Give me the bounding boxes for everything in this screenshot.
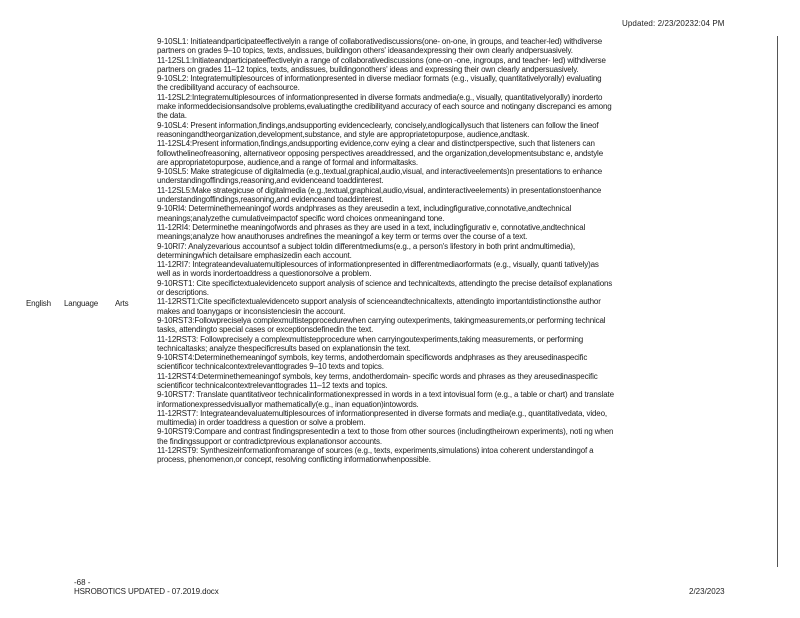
- standard-line: determiningwhich detailsare emphasizedin each account.: [157, 250, 352, 260]
- standard-line: partners on grades 9–10 topics, texts, andissues, buildingon others' ideasandexpressing their own clearly andpersuasively.: [157, 46, 573, 56]
- standard-line: informationexpressedvisuallyor mathematically(e.g., inan equation)intowords.: [157, 399, 419, 409]
- standard-line: 9-10RST7: Translate quantitativeor technicalinformationexpressed in words in a text intovisual form (e.g., a table or chart) and translate: [157, 390, 614, 400]
- standard-line: 11-12RST9: Synthesizeinformationfromarange of sources (e.g., texts, experiments,simulations) intoa coherent understandingof a: [157, 446, 594, 456]
- standard-line: 9-10RST1: Cite specifictextualevidenceto support analysis of science and technicaltexts, attendingto the precise detailsof explanations: [157, 278, 613, 288]
- standard-line: 9-10RI4: Determinethemeaningof words andphrases as they areusedin a text, includingfigurative,connotative,andtechnical: [157, 204, 572, 214]
- standard-line: 11-12SL1:Initiateandparticipateeffectivelyin a range of collaborativediscussions (one-on -one, ingroups, and teacher- led) withdiverse: [157, 55, 606, 65]
- standard-line: the credibilityand accuracy of eachsource.: [157, 83, 300, 93]
- standard-line: 9-10RST3:Followpreciselya complexmultistepprocedurewhen carrying outexperiments, takingmeasurements,or performing technical: [157, 315, 606, 325]
- standard-line: 11-12SL5:Make strategicuse of digitalmedia (e.g.,textual,graphical,audio,visual, andinteractiveelements) in presentationstoenhance: [157, 185, 602, 195]
- standard-line: multimedia) in order toaddress a question or solve a problem.: [157, 418, 366, 428]
- standard-line: 11-12SL2:Integratemultiplesources of informationpresented in diverse formats andmedia(e.g., visually, quantitativelyorally) inorderto: [157, 92, 603, 102]
- standard-line: the findingssupport or contradictprevious explanationsor accounts.: [157, 436, 382, 446]
- standard-line: understandingoffindings,reasoning,and evidenceand toaddinterest.: [157, 176, 384, 186]
- standard-line: 11-12RST3: Followprecisely a complexmultistepprocedure when carryingoutexperiments,taking measurements, or performing: [157, 334, 584, 344]
- standard-line: process, phenomenon,or concept, resolving conflicting informationwhenpossible.: [157, 455, 431, 465]
- standards-text-block: [157, 37, 775, 465]
- standard-line: partners on grades 11–12 topics, texts, andissues, buildingonothers' ideas and expressing their own clearly andpersuasively.: [157, 64, 579, 74]
- standard-line: make informeddecisionsandsolve problems,evaluatingthe credibilityand accuracy of each source and notingany discrepanci es among: [157, 102, 612, 112]
- standard-line: reasoningandtheorganization,development,substance, and style are appropriatetopurpose, audience,andtask.: [157, 129, 530, 139]
- standard-line: meanings;analyzethe cumulativeimpactof specific word choices onmeaningand tone.: [157, 213, 445, 223]
- standard-line: technicaltasks; analyze thespecificresults based on explanationsin the text.: [157, 343, 411, 353]
- standard-line: understandingoffindings,reasoning,and evidenceand toaddinterest.: [157, 195, 384, 205]
- subject-word-english: English: [26, 299, 51, 308]
- standard-line: 9-10SL5: Make strategicuse of digitalmedia (e.g.,textual,graphical,audio,visual, and interactiveelements)n presentations to enhance: [157, 167, 603, 177]
- standard-line: 9-10RST4:Determinethemeaningof symbols, key terms, andotherdomain specificwords andphrases as they areusedinaspecific: [157, 353, 588, 363]
- subject-word-language: Language: [64, 299, 98, 308]
- standard-line: 9-10SL2: Integratemultiplesources of informationpresented in diverse mediaor formats (e.g., visually, quantitativelyorally) evaluating: [157, 74, 602, 84]
- footer-date: 2/23/2023: [689, 587, 725, 596]
- standard-line: are appropriatetopurpose, audience,and a range of formal and informaltasks.: [157, 157, 418, 167]
- standard-line: followthelineofreasoning, alternativeor opposing perspectives areaddressed, and the organization,developmentsubstanc e, andstyle: [157, 148, 603, 158]
- standard-line: 11-12RST4:Determinethemeaningof symbols, key terms, andotherdomain- specific words and phrases as they areusedinaspecific: [157, 371, 598, 381]
- standard-line: 11-12RST7: Integrateandevaluatemultiplesources of informationpresented in diverse formats and media(e.g., quantitativedata, video,: [157, 408, 607, 418]
- standard-line: 9-10RI7: Analyzevarious accountsof a subject toldin differentmediums(e.g., a person's lifestory in both print andmultimedia),: [157, 241, 575, 251]
- standard-line: 11-12RI4: Determinethe meaningofwords and phrases as they are used in a text, includingfigurativ e, connotative,andtechnical: [157, 222, 586, 232]
- page-number: -68 -: [74, 578, 91, 587]
- standard-line: or descriptions.: [157, 288, 209, 298]
- standard-line: makes and toanygaps or inconsistenciesin the account.: [157, 306, 346, 316]
- standard-line: 11-12SL4:Present information,findings,andsupporting evidence,conv eying a clear and distinctperspective, such that listeners can: [157, 139, 595, 149]
- standard-line: 9-10RST9:Compare and contrast findingspresentedin a text to those from other sources (includingtheirown experiments), noti ng when: [157, 427, 614, 437]
- footer-filename: HSROBOTICS UPDATED - 07.2019.docx: [74, 587, 219, 596]
- standard-line: 9-10SL4: Present information,findings,andsupporting evidenceclearly, concisely,andlogicallysuch that listeners can follow the lineof: [157, 120, 599, 130]
- standard-line: meanings;analyze how anauthoruses andrefines the meaningof a key term or terms over the course of a text.: [157, 232, 528, 242]
- subject-word-arts: Arts: [115, 299, 129, 308]
- standard-line: 11-12RST1:Cite specifictextualevidenceto support analysis of scienceandtechnicaltexts, attendingto importantdistinctionsthe author: [157, 297, 601, 307]
- standard-line: 11-12RI7: Integrateandevaluatemultiplesources of informationpresented in differentmediaorformats (e.g., visually, quanti tatively)as: [157, 260, 599, 270]
- standard-line: tasks, attendingto special cases or exceptionsdefinedin the text.: [157, 325, 374, 335]
- standard-line: scientificor technicalcontextrelevanttogrades 9–10 texts and topics.: [157, 362, 384, 372]
- table-right-border: [777, 36, 778, 567]
- updated-timestamp: Updated: 2/23/20232:04 PM: [622, 19, 725, 28]
- standard-line: scientificor technicalcontextrelevanttogrades 11–12 texts and topics.: [157, 380, 388, 390]
- standard-line: 9-10SL1: Initiateandparticipateeffectivelyin a range of collaborativediscussions(one- on-one, in groups, and teacher-led) withdiverse: [157, 37, 603, 46]
- standard-line: the data.: [157, 111, 187, 121]
- standard-line: well as in words inordertoaddress a questionorsolve a problem.: [157, 269, 372, 279]
